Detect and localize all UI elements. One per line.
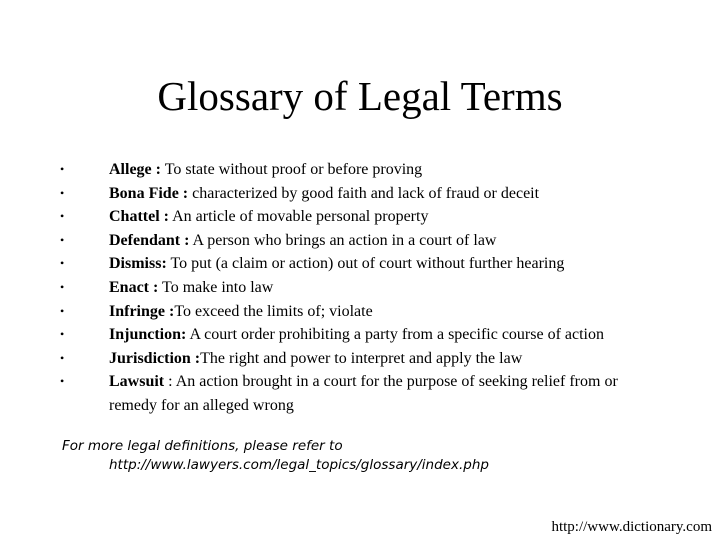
bullet: • bbox=[60, 162, 65, 176]
term-text bbox=[109, 229, 639, 253]
bullet: • bbox=[60, 374, 65, 389]
reference-note-text: For more legal definitions, please refer to bbox=[62, 438, 343, 454]
list-item bbox=[0, 252, 720, 276]
bullet: • bbox=[60, 232, 65, 247]
term-definition: A court order prohibiting a party from a specific course of action bbox=[186, 326, 604, 344]
list-item bbox=[0, 205, 720, 229]
term-word: Jurisdiction : bbox=[109, 349, 201, 367]
bullet: • bbox=[60, 209, 65, 224]
term-word: Chattel : bbox=[109, 208, 169, 226]
list-item bbox=[0, 276, 720, 300]
term-text bbox=[109, 158, 639, 182]
reference-note bbox=[62, 437, 682, 475]
bullet: • bbox=[60, 185, 65, 200]
term-definition: characterized by good faith and lack of fraud or deceit bbox=[188, 184, 540, 202]
list-item bbox=[0, 370, 720, 417]
term-text bbox=[109, 347, 639, 371]
term-text bbox=[109, 370, 639, 417]
term-definition: To state without proof or before proving bbox=[160, 161, 423, 178]
term-text bbox=[109, 300, 639, 324]
term-definition: : An action brought in a court for the purpose of seeking relief from or remedy for an alleged wrong bbox=[109, 373, 618, 414]
list-item bbox=[0, 323, 720, 347]
term-word: Allege : bbox=[109, 161, 161, 178]
term-definition: To make into law bbox=[158, 278, 274, 296]
footer-source-url: http://www.dictionary.com bbox=[551, 519, 712, 535]
term-word: Bona Fide : bbox=[109, 184, 189, 202]
term-word: Infringe : bbox=[109, 302, 175, 320]
bullet: • bbox=[60, 256, 65, 271]
list-item bbox=[0, 158, 720, 182]
term-word: Lawsuit bbox=[109, 373, 165, 391]
list-item bbox=[0, 182, 720, 206]
list-item bbox=[0, 300, 720, 324]
term-text bbox=[109, 323, 639, 347]
term-word: Enact : bbox=[109, 278, 159, 296]
term-word: Defendant : bbox=[109, 231, 190, 249]
page-title: Glossary of Legal Terms bbox=[157, 73, 563, 119]
term-text bbox=[109, 252, 639, 276]
term-text bbox=[109, 205, 639, 229]
term-definition: An article of movable personal property bbox=[168, 208, 429, 226]
term-word: Injunction: bbox=[109, 326, 187, 344]
term-definition: To put (a claim or action) out of court without further hearing bbox=[166, 255, 565, 273]
term-definition: To exceed the limits of; violate bbox=[174, 302, 373, 320]
term-definition: The right and power to interpret and apply the law bbox=[200, 349, 523, 367]
term-text bbox=[109, 276, 639, 300]
bullet: • bbox=[60, 303, 65, 318]
reference-link[interactable]: http://www.lawyers.com/legal_topics/glossary/index.php bbox=[109, 457, 489, 473]
list-item bbox=[0, 347, 720, 371]
glossary-list bbox=[0, 158, 720, 418]
list-item bbox=[0, 229, 720, 253]
bullet: • bbox=[60, 279, 65, 294]
bullet: • bbox=[60, 327, 65, 342]
term-text bbox=[109, 182, 639, 206]
bullet: • bbox=[60, 350, 65, 365]
term-definition: A person who brings an action in a court of law bbox=[189, 231, 497, 249]
term-word: Dismiss: bbox=[109, 255, 167, 273]
